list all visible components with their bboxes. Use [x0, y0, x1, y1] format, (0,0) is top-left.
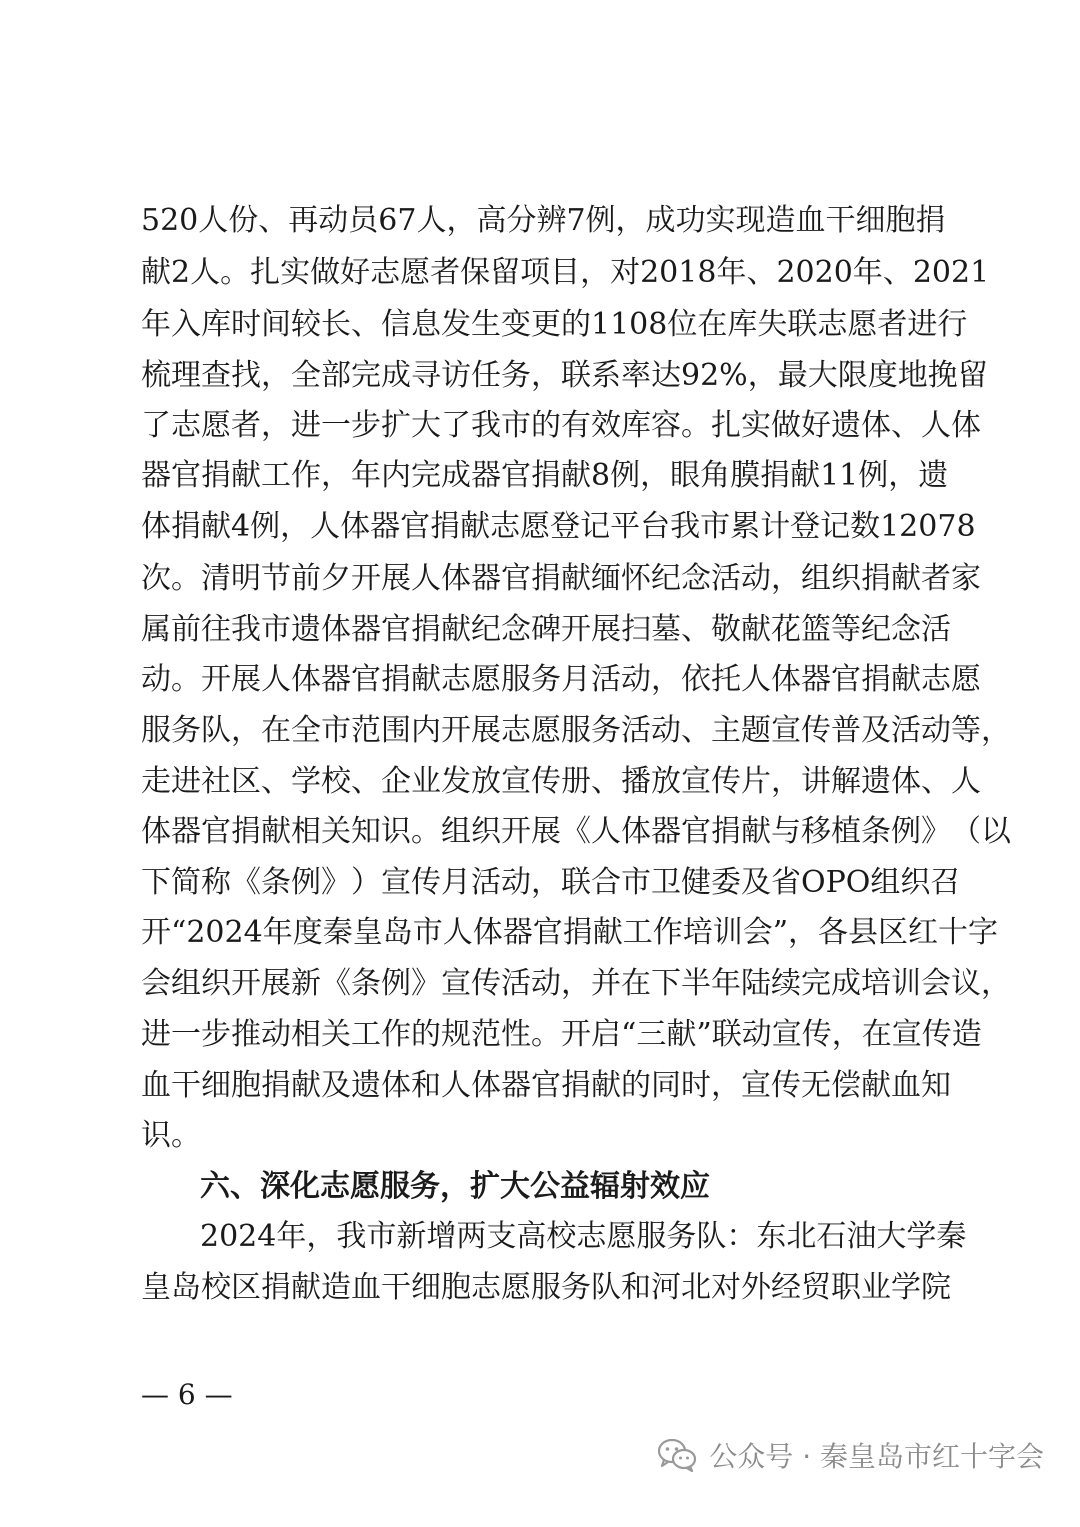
text-line: 次 。 清 明 节 前 夕 开 展 人 体 器 官 捐 献 缅 怀 纪 念 活 动 ， 组 织 捐 献 者 家 — [141, 561, 981, 596]
text-line: 会 组 织 开 展 新 《 条 例 》 宣 传 活 动 ， 并 在 下 半 年 陆 续 完 成 培 训 会 议 ， — [141, 966, 1011, 1001]
text-line: 体 器 官 捐 献 相 关 知 识 。 组 织 开 展 《 人 体 器 官 捐 献 与 移 植 条 例 》 （ 以 — [141, 814, 1011, 849]
text-line: 梳 理 查 找 ， 全 部 完 成 寻 访 任 务 ， 联 系 率 达 92% ， 最 大 限 度 地 挽 留 — [141, 358, 988, 393]
text-line: 走 进 社 区 、 学 校 、 企 业 发 放 宣 传 册 、 播 放 宣 传 片 ， 讲 解 遗 体 、 人 — [141, 764, 981, 799]
text-line: 属 前 往 我 市 遗 体 器 官 捐 献 纪 念 碑 开 展 扫 墓 、 敬 献 花 篮 等 纪 念 活 — [141, 612, 951, 647]
watermark-text: 公众号 · 秦皇岛市红十字会 — [709, 1440, 1044, 1473]
text-line: 开 “ 2024 年 度 秦 皇 岛 市 人 体 器 官 捐 献 工 作 培 训 会 ” ， 各 县 区 红 十 字 — [141, 915, 999, 950]
watermark — [657, 1433, 1044, 1477]
text-line: 体 捐 献 4 例 ， 人 体 器 官 捐 献 志 愿 登 记 平 台 我 市 累 计 登 记 数 12078 — [141, 509, 976, 544]
text-line: 皇 岛 校 区 捐 献 造 血 干 细 胞 志 愿 服 务 队 和 河 北 对 外 经 贸 职 业 学 院 — [141, 1270, 951, 1305]
text-line: 识。 — [141, 1118, 201, 1153]
text-line: 献 2 人 。 扎 实 做 好 志 愿 者 保 留 项 目 ， 对 2018 年 、 2020 年 、 2021 — [141, 255, 990, 290]
text-line: 年 入 库 时 间 较 长 、 信 息 发 生 变 更 的 1108 位 在 库 失 联 志 愿 者 进 行 — [141, 307, 968, 342]
text-line: 2024 年 ， 我 市 新 增 两 支 高 校 志 愿 服 务 队 ： 东 北 石 油 大 学 秦 — [200, 1219, 967, 1254]
text-line: 进 一 步 推 动 相 关 工 作 的 规 范 性 。 开 启 “ 三 献 ” 联 动 宣 传 ， 在 宣 传 造 — [141, 1017, 982, 1052]
wechat-icon — [657, 1438, 697, 1472]
text-line: 了 志 愿 者 ， 进 一 步 扩 大 了 我 市 的 有 效 库 容 。 扎 实 做 好 遗 体 、 人 体 — [141, 408, 981, 443]
text-line: 下 简 称 《 条 例 》 ） 宣 传 月 活 动 ， 联 合 市 卫 健 委 及 省 OPO 组 织 召 — [141, 865, 961, 900]
text-line: 器 官 捐 献 工 作 ， 年 内 完 成 器 官 捐 献 8 例 ， 眼 角 膜 捐 献 11 例 ， 遗 — [141, 458, 949, 493]
section-heading: 六、深化志愿服务，扩大公益辐射效应 — [200, 1169, 710, 1204]
text-line: 520 人 份 、 再 动 员 67 人 ， 高 分 辨 7 例 ， 成 功 实 现 造 血 干 细 胞 捐 — [141, 203, 946, 238]
page-number: — 6 — — [141, 1378, 233, 1411]
text-line: 血 干 细 胞 捐 献 及 遗 体 和 人 体 器 官 捐 献 的 同 时 ， 宣 传 无 偿 献 血 知 — [141, 1068, 951, 1103]
text-line: 动 。 开 展 人 体 器 官 捐 献 志 愿 服 务 月 活 动 ， 依 托 人 体 器 官 捐 献 志 愿 — [141, 662, 981, 697]
text-line: 服 务 队 ， 在 全 市 范 围 内 开 展 志 愿 服 务 活 动 、 主 题 宣 传 普 及 活 动 等 ， — [141, 713, 1011, 748]
